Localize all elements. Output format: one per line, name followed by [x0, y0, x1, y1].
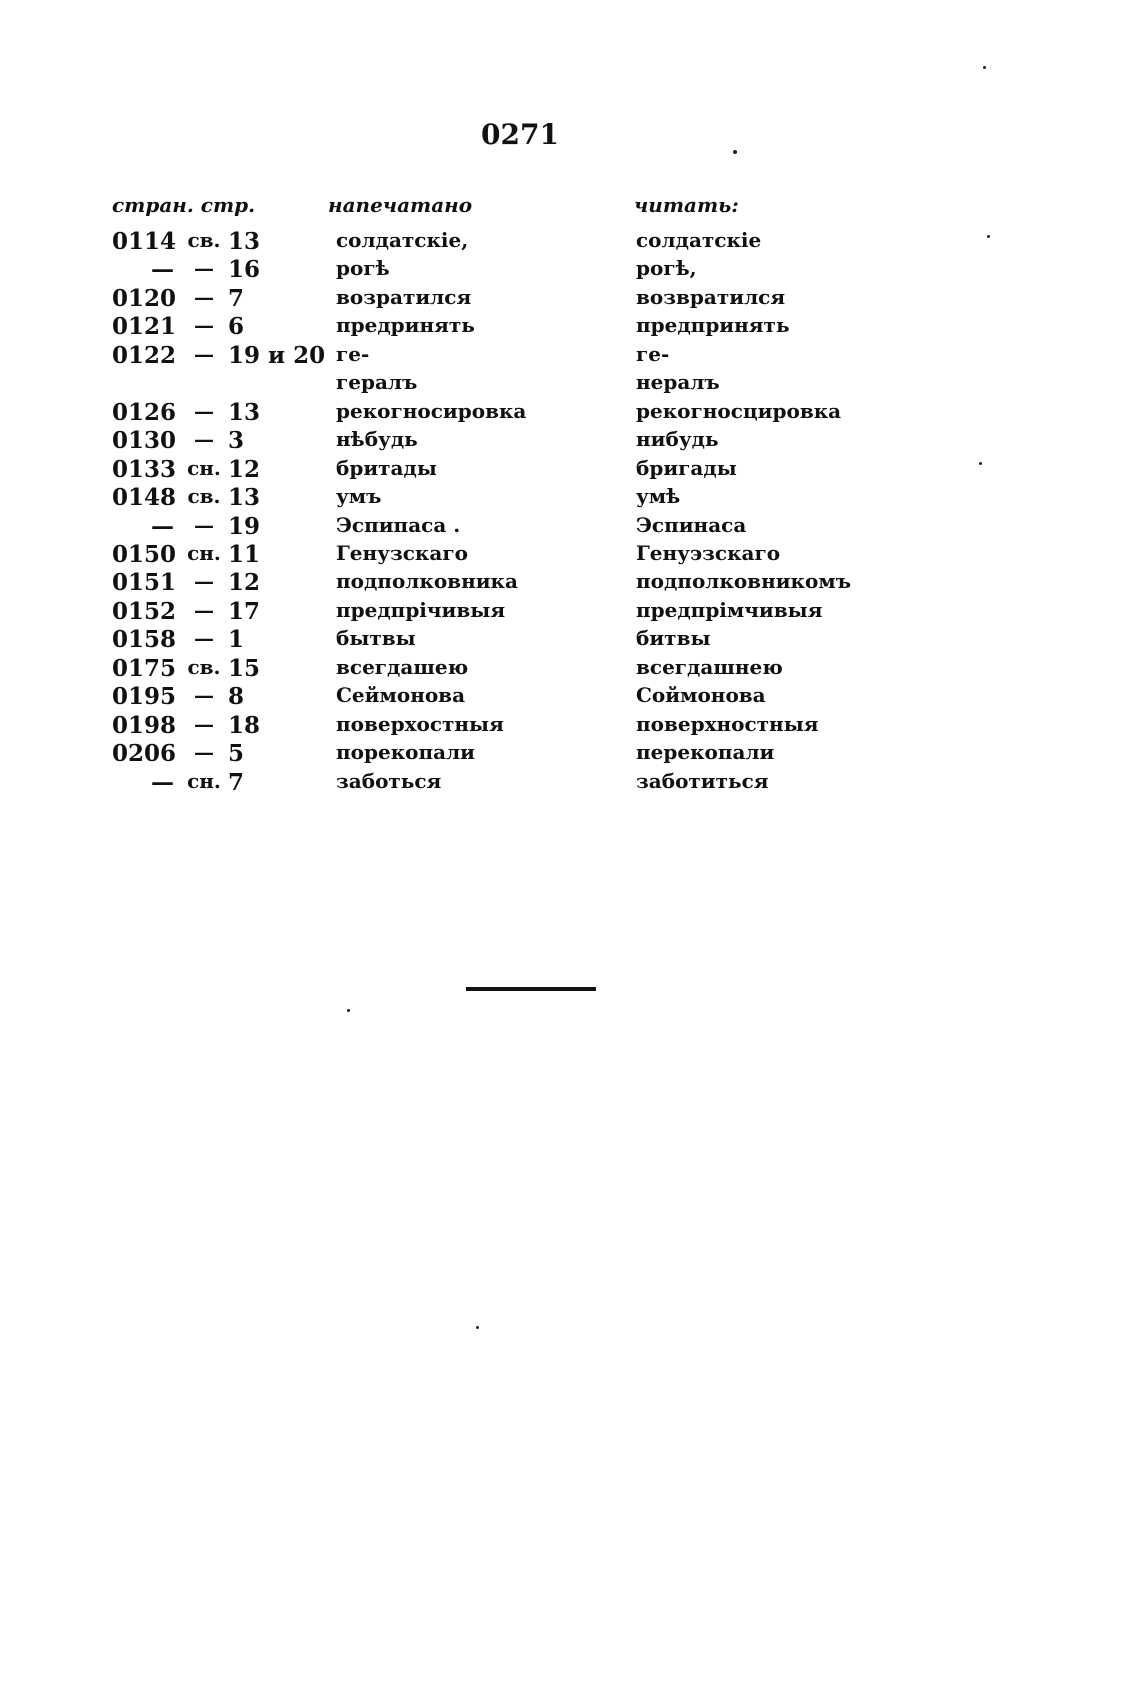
row-direction: св.: [187, 228, 221, 252]
row-direction: сн.: [187, 540, 221, 565]
print-speck: [476, 1326, 479, 1329]
row-printed-text: Генузскаго: [336, 540, 468, 565]
row-printed-text: рогѣ: [336, 256, 390, 281]
table-row: [0, 228, 1140, 256]
print-speck: [347, 1009, 350, 1012]
row-page-number: —: [151, 512, 174, 540]
row-line-number: 16: [228, 256, 261, 284]
row-printed-text: нѣбудь: [336, 427, 418, 452]
row-printed-text: солдатскіе,: [336, 228, 469, 252]
table-row: [0, 342, 1140, 370]
row-correct-text: всегдашнею: [636, 654, 783, 679]
row-direction: —: [194, 569, 214, 594]
row-direction: —: [194, 398, 214, 423]
print-speck: [979, 462, 982, 465]
row-page-number: 0121: [112, 313, 177, 341]
row-line-number: 7: [228, 284, 245, 312]
table-row: [0, 256, 1140, 284]
row-line-number: 13: [228, 228, 261, 255]
row-printed-text: порекопали: [336, 740, 476, 765]
page-number: 0271: [481, 118, 559, 151]
row-direction: —: [194, 313, 214, 338]
row-printed-text: возратился: [336, 284, 472, 309]
print-speck: [987, 235, 990, 238]
row-line-number: 12: [228, 569, 261, 597]
table-row: [0, 513, 1140, 541]
row-correct-text: нибудь: [636, 427, 719, 452]
row-correct-text: подполковникомъ: [636, 569, 852, 594]
row-line-number: 15: [228, 654, 261, 682]
row-printed-text: всегдашею: [336, 654, 469, 679]
row-line-number: 18: [228, 711, 261, 739]
table-row: [0, 313, 1140, 341]
row-printed-text: предринять: [336, 313, 475, 338]
row-printed-text: рекогносировка: [336, 398, 527, 423]
row-page-number: 0175: [112, 654, 177, 682]
row-correct-text: нералъ: [636, 370, 720, 395]
table-row: [0, 541, 1140, 569]
table-row: [0, 740, 1140, 768]
header-printed: напечатано: [328, 193, 473, 217]
row-page-number: 0152: [112, 597, 177, 625]
table-row: [0, 399, 1140, 427]
row-page-number: 0130: [112, 427, 177, 455]
row-printed-text: Сеймонова: [336, 683, 466, 708]
row-line-number: 11: [228, 540, 261, 568]
row-correct-text: бригады: [636, 455, 737, 480]
row-correct-text: перекопали: [636, 740, 775, 765]
row-correct-text: предпринять: [636, 313, 790, 338]
row-printed-text: предпрічивыя: [336, 597, 506, 622]
table-row: [0, 769, 1140, 797]
table-row: [0, 712, 1140, 740]
row-line-number: 13: [228, 398, 261, 426]
row-printed-text: Эспипаса .: [336, 512, 461, 537]
table-row: [0, 598, 1140, 626]
row-direction: —: [194, 427, 214, 452]
row-page-number: 0148: [112, 484, 177, 512]
table-row: [0, 484, 1140, 512]
row-correct-text: возвратился: [636, 284, 786, 309]
row-direction: сн.: [187, 768, 221, 793]
row-page-number: 0206: [112, 740, 177, 768]
row-page-number: 0114: [112, 228, 177, 255]
row-correct-text: рогѣ,: [636, 256, 697, 281]
row-printed-text: бытвы: [336, 626, 416, 651]
row-direction: —: [194, 740, 214, 765]
row-correct-text: умѣ: [636, 484, 681, 509]
row-page-number: 0126: [112, 398, 177, 426]
table-row: [0, 427, 1140, 455]
row-correct-text: Генуэзскаго: [636, 540, 781, 565]
print-speck: [983, 66, 986, 69]
row-direction: —: [194, 711, 214, 736]
table-row: [0, 569, 1140, 597]
row-page-number: 0195: [112, 683, 177, 711]
row-correct-text: Соймонова: [636, 683, 766, 708]
row-page-number: —: [151, 768, 174, 796]
table-row: [0, 683, 1140, 711]
row-printed-text: поверхостныя: [336, 711, 504, 736]
row-direction: —: [194, 597, 214, 622]
row-correct-text: солдатскіе: [636, 228, 762, 252]
row-direction: св.: [187, 654, 221, 679]
row-correct-text: рекогносцировка: [636, 398, 842, 423]
row-line-number: 19: [228, 512, 261, 540]
row-line-number: 6: [228, 313, 245, 341]
row-direction: —: [194, 626, 214, 651]
table-row: [0, 285, 1140, 313]
table-row: [0, 370, 1140, 398]
row-direction: сн.: [187, 455, 221, 480]
table-row: [0, 626, 1140, 654]
print-speck: [733, 150, 737, 154]
row-correct-text: Эспинаса: [636, 512, 747, 537]
row-direction: —: [194, 683, 214, 708]
row-printed-text: бритады: [336, 455, 437, 480]
row-correct-text: ге-: [636, 341, 670, 366]
row-printed-text: ге-: [336, 341, 370, 366]
row-direction: —: [194, 512, 214, 537]
row-direction: —: [194, 341, 214, 366]
row-line-number: 17: [228, 597, 261, 625]
row-line-number: 3: [228, 427, 245, 455]
table-row: [0, 456, 1140, 484]
row-page-number: 0133: [112, 455, 177, 483]
header-read: читать:: [634, 193, 739, 217]
row-page-number: 0198: [112, 711, 177, 739]
row-line-number: 5: [228, 740, 245, 768]
row-page-number: 0120: [112, 284, 177, 312]
row-printed-text: умъ: [336, 484, 382, 509]
divider-rule: [466, 987, 596, 991]
row-direction: —: [194, 284, 214, 309]
row-line-number: 12: [228, 455, 261, 483]
row-page-number: 0122: [112, 341, 177, 369]
row-line-number: 7: [228, 768, 245, 796]
row-correct-text: заботиться: [636, 768, 769, 793]
row-line-number: 19 и 20: [228, 341, 326, 369]
row-correct-text: поверхностныя: [636, 711, 819, 736]
row-page-number: —: [151, 256, 174, 284]
row-line-number: 13: [228, 484, 261, 512]
row-correct-text: предпрімчивыя: [636, 597, 823, 622]
row-direction: св.: [187, 484, 221, 509]
header-page-line: стран. стр.: [112, 193, 256, 217]
row-page-number: 0150: [112, 540, 177, 568]
row-page-number: 0151: [112, 569, 177, 597]
row-page-number: 0158: [112, 626, 177, 654]
row-line-number: 1: [228, 626, 245, 654]
row-direction: —: [194, 256, 214, 281]
row-line-number: 8: [228, 683, 245, 711]
row-printed-text: гералъ: [336, 370, 418, 395]
table-row: [0, 655, 1140, 683]
row-printed-text: подполковника: [336, 569, 518, 594]
row-correct-text: битвы: [636, 626, 711, 651]
row-printed-text: заботься: [336, 768, 442, 793]
